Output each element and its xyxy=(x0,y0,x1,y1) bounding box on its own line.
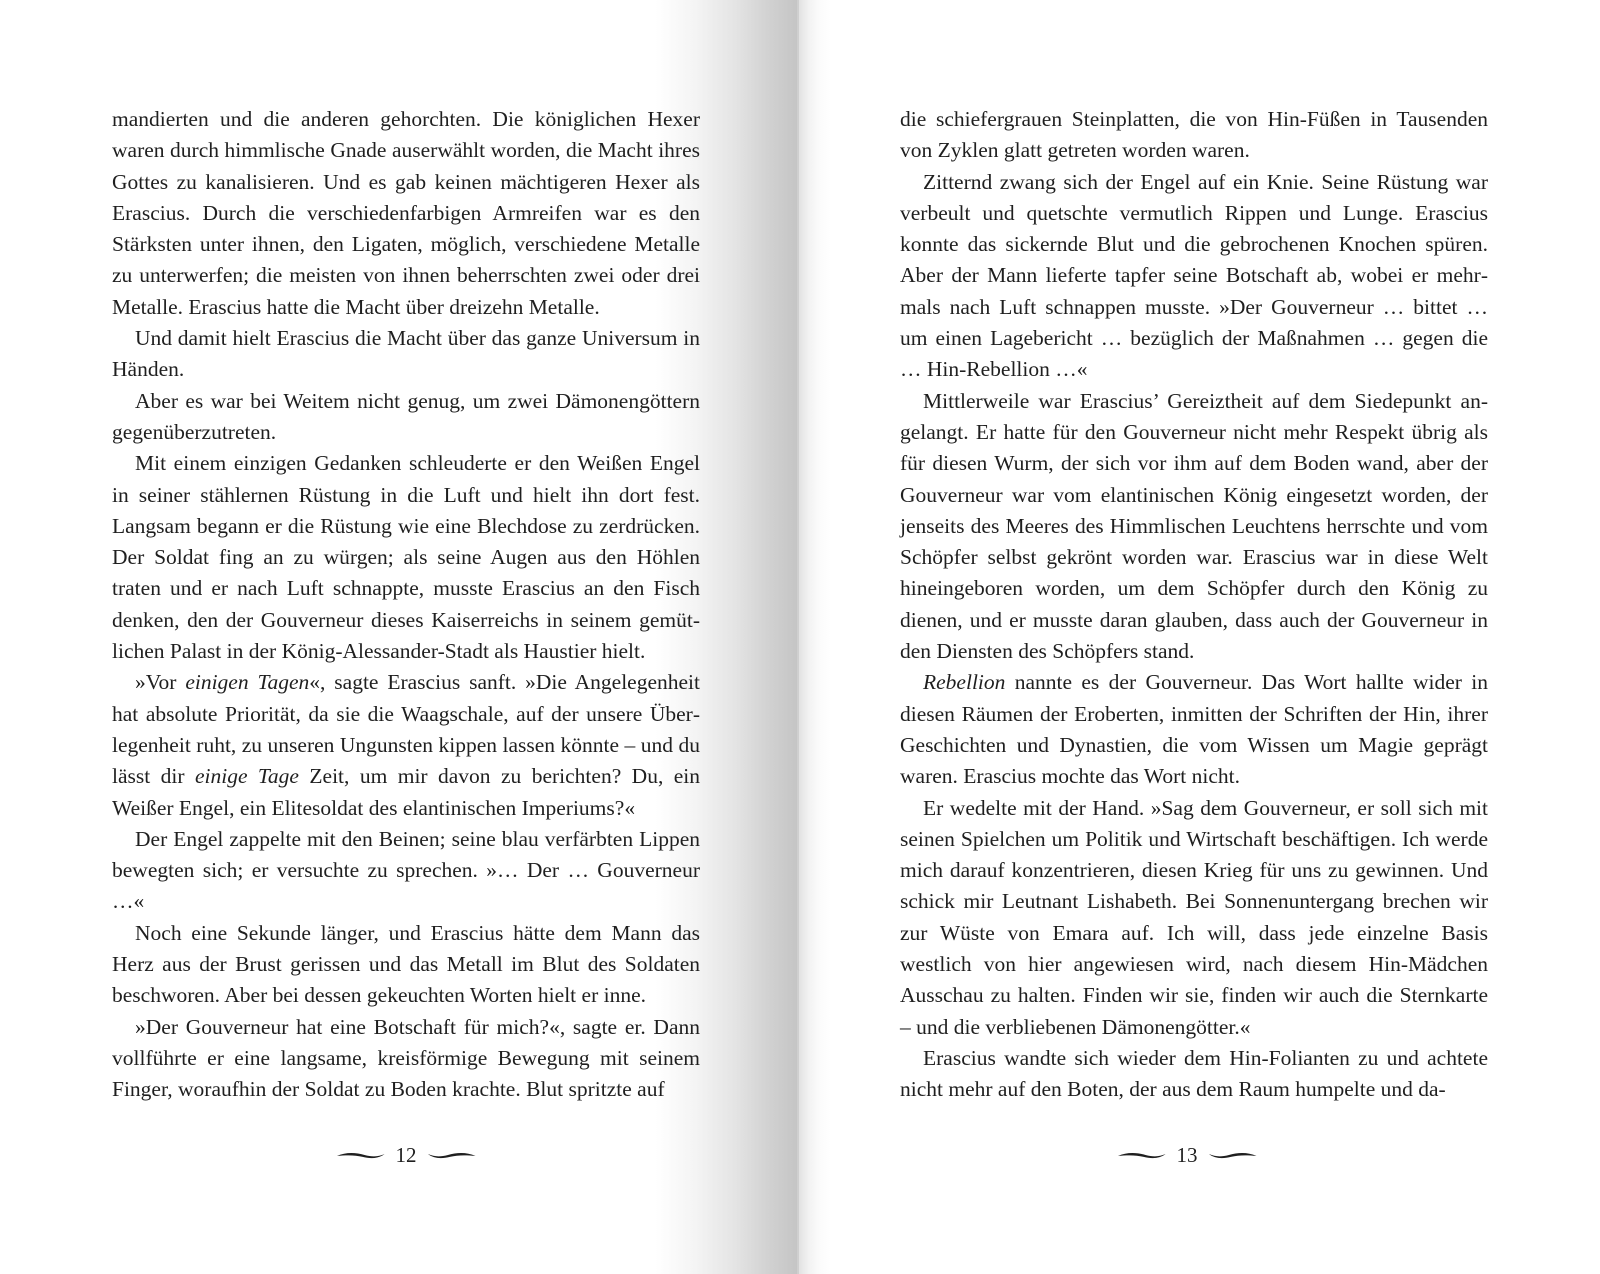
paragraph xyxy=(112,104,700,323)
page-number-footer xyxy=(1117,1140,1257,1170)
text-segment: die schiefergrauen Steinplatten, die von Hin-Füßen in Tausenden von Zyklen glatt getreten worden waren. xyxy=(900,107,1488,163)
text-segment: mandierten und die anderen gehorchten. Die königlichen Hexer waren durch himmlische Gnade auserwählt worden, die Macht ihres Gottes zu kanalisieren. Und es gab keinen mächtigeren Hexer als Erascius. Durch die verschiedenfarbigen Armreifen war es den Stärksten unter ihnen, den Ligaten, möglich, verschiedene Metalle zu unterwerfen; die meisten von ihnen beherrschten zwei oder drei Metalle. Erascius hatte die Macht über dreizehn Metalle. xyxy=(112,107,700,319)
right-page-body xyxy=(900,104,1488,1106)
text-segment: Zeit, um mir davon zu berichten? Du, ein Weißer Engel, ein Elitesoldat des elantinischen Imperiums?« xyxy=(112,764,701,820)
paragraph xyxy=(900,667,1488,792)
text-segment: Der Engel zappelte mit den Beinen; seine blau verfärbten Lippen bewegten sich; er versuchte zu sprechen. »… Der … Gouverneur …« xyxy=(112,826,700,914)
text-segment: Und damit hielt Erascius die Macht über das ganze Universum in Händen. xyxy=(112,326,700,382)
text-segment: »Der Gouverneur hat eine Botschaft für mich?«, sagte er. Dann vollführte er eine langsame, kreisförmige Bewegung mit seinem Finger, woraufhin der Soldat zu Boden krachte. Blut spritzte auf xyxy=(112,1014,700,1102)
paragraph xyxy=(900,1043,1488,1106)
swash-ornament-icon xyxy=(1117,1148,1167,1162)
text-segment: «, sagte Erascius sanft. »Die Angelegenheit hat absolute Priorität, da sie die Waagschale, auf der unsere Überlegenheit ruht, zu unseren Ungunsten kippen lassen könnte – und du lässt dir xyxy=(112,670,700,789)
text-segment: Noch eine Sekunde länger, und Erascius hätte dem Mann das Herz aus der Brust gerissen und das Metall im Blut des Soldaten beschworen. Aber bei dessen gekeuchten Worten hielt er inne. xyxy=(112,920,700,1008)
text-segment: »Vor xyxy=(135,670,186,695)
text-segment: Mittlerweile war Erascius’ Gereiztheit auf dem Siedepunkt angelangt. Er hatte für den Gouverneur nicht mehr Respekt übrig als für diesen Wurm, der sich vor ihm auf dem Boden wand, aber der Gouverneur war vom elantinischen König eingesetzt worden, der jenseits des Meeres des Himmlischen Leuchtens herrschte und vom Schöpfer selbst gekrönt worden war. Erascius war in diese Welt hineingeboren worden, um dem Schöpfer durch den König zu dienen, und er musste daran glauben, dass auch der Gouverneur in den Diensten des Schöpfers stand. xyxy=(900,388,1488,664)
paragraph xyxy=(112,918,700,1012)
italic-text-segment: einige Tage xyxy=(194,764,299,789)
text-segment: Zitternd zwang sich der Engel auf ein Knie. Seine Rüstung war verbeult und quetschte vermutlich Rippen und Lunge. Erascius konnte das sickernde Blut und die gebrochenen Knochen spüren. Aber der Mann lieferte tapfer seine Botschaft ab, wobei er mehrmals nach Luft schnappen musste. »Der Gouverneur … bittet … um einen Lagebericht … bezüglich der Maßnahmen … gegen die … Hin-Rebellion …« xyxy=(900,169,1488,382)
paragraph xyxy=(900,793,1488,1043)
left-page-body xyxy=(112,104,700,1106)
text-segment: Aber es war bei Weitem nicht genug, um zwei Dämonengöttern gegenüberzutreten. xyxy=(112,388,700,444)
paragraph xyxy=(900,167,1488,386)
text-segment: Erascius wandte sich wieder dem Hin-Folianten zu und achtete nicht mehr auf den Boten, der aus dem Raum humpelte und da- xyxy=(900,1045,1488,1102)
italic-text-segment: Rebellion xyxy=(923,670,1006,695)
left-page xyxy=(0,0,799,1274)
paragraph xyxy=(112,448,700,667)
paragraph xyxy=(112,824,700,918)
page-number: 12 xyxy=(395,1142,417,1167)
text-segment: Mit einem einzigen Gedanken schleuderte er den Weißen Engel in seiner stählernen Rüstung in die Luft und hielt ihn dort fest. Langsam begann er die Rüstung wie eine Blechdose zu zerdrücken. Der Soldat fing an zu würgen; als seine Augen aus den Höhlen traten und er nach Luft schnappte, musste Erascius an den Fisch denken, den der Gouverneur dieses Kaiserreichs in seinem gemütlichen Palast in der König-Alessander-Stadt als Haustier hielt. xyxy=(112,451,700,664)
italic-text-segment: einigen Tagen xyxy=(185,670,310,695)
paragraph xyxy=(900,386,1488,668)
swash-ornament-icon xyxy=(1208,1148,1258,1162)
swash-ornament-icon xyxy=(427,1148,477,1162)
paragraph xyxy=(112,1012,700,1106)
page-number-footer xyxy=(336,1140,476,1170)
paragraph xyxy=(112,323,700,386)
page-number: 13 xyxy=(1176,1142,1198,1167)
paragraph xyxy=(900,104,1488,167)
paragraph xyxy=(112,386,700,449)
right-page xyxy=(799,0,1600,1274)
text-segment: Er wedelte mit der Hand. »Sag dem Gouverneur, er soll sich mit seinen Spielchen um Politik und Wirtschaft beschäftigen. Ich werde mich darauf konzentrieren, diesen Krieg für uns zu gewinnen. Und schick mir Leutnant Lishabeth. Bei Sonnenuntergang brechen wir zur Wüste von Emara auf. Ich will, dass jede einzelne Basis westlich von hier angewiesen wird, nach diesem Hin-Mädchen Ausschau zu halten. Finden wir sie, finden wir auch die Sternkarte – und die verbliebenen Dämonengötter.« xyxy=(900,795,1488,1039)
text-segment: nannte es der Gouverneur. Das Wort hallte wider in diesen Räumen der Eroberten, inmitten der Schriften der Hin, ihrer Geschichten und Dynastien, die vom Wissen um Magie geprägt waren. Erascius mochte das Wort nicht. xyxy=(900,670,1488,789)
paragraph xyxy=(112,667,700,823)
swash-ornament-icon xyxy=(336,1148,386,1162)
